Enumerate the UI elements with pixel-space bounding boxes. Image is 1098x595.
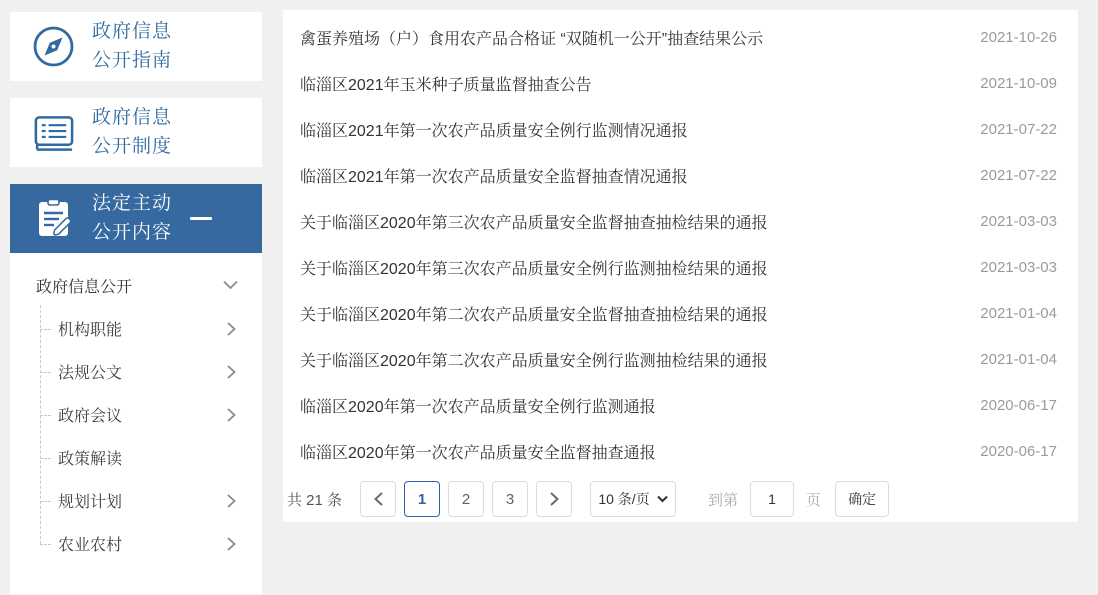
announcement-row (283, 290, 1078, 336)
total-count: 共 21 条 (287, 491, 343, 509)
announcement-date: 2021-03-03 (980, 212, 1057, 230)
announcement-title-link[interactable]: 关于临淄区2020年第二次农产品质量安全监督抽查抽检结果的通报 (300, 306, 768, 324)
announcement-date: 2021-03-03 (980, 258, 1057, 276)
sidebar-menu-item[interactable]: 政府会议 (10, 393, 262, 436)
compass-icon (30, 24, 76, 69)
announcement-date: 2021-10-09 (980, 74, 1057, 92)
announcement-date: 2021-07-22 (980, 120, 1057, 138)
announcement-date: 2021-01-04 (980, 350, 1057, 368)
chevron-down-icon (223, 280, 238, 290)
chevron-right-icon (227, 365, 236, 379)
sidebar (10, 12, 262, 595)
pagination (283, 481, 1078, 517)
book-icon (30, 112, 76, 154)
prev-page-button[interactable] (360, 481, 396, 517)
announcement-title-link[interactable]: 临淄区2021年玉米种子质量监督抽查公告 (300, 76, 592, 94)
page-number-button[interactable]: 3 (492, 481, 528, 517)
goto-page-suffix: 页 (806, 491, 822, 509)
announcement-row (283, 106, 1078, 152)
announcement-date: 2021-01-04 (980, 304, 1057, 322)
chevron-left-icon (374, 492, 383, 506)
menu-root-label: 政府信息公开 (36, 278, 133, 296)
clipboard-pen-icon (30, 196, 76, 241)
sidebar-menu-item[interactable]: 机构职能 (10, 307, 262, 350)
announcement-title-link[interactable]: 关于临淄区2020年第三次农产品质量安全监督抽查抽检结果的通报 (300, 214, 768, 232)
announcement-row (283, 198, 1078, 244)
confirm-button[interactable]: 确定 (835, 481, 889, 517)
sidebar-menu-item[interactable]: 规划计划 (10, 479, 262, 522)
announcement-date: 2021-07-22 (980, 166, 1057, 184)
menu-items (10, 307, 262, 565)
announcement-title-link[interactable]: 临淄区2020年第一次农产品质量安全监督抽查通报 (300, 444, 656, 462)
chevron-right-icon (227, 494, 236, 508)
sidebar-menu-item[interactable]: 法规公文 (10, 350, 262, 393)
page-number-button[interactable]: 1 (404, 481, 440, 517)
goto-page-input[interactable] (750, 481, 794, 517)
announcement-row (283, 336, 1078, 382)
sidebar-card[interactable]: 法定主动 公开内容 (10, 184, 262, 253)
sidebar-card[interactable]: 政府信息 公开制度 (10, 98, 262, 167)
announcement-row (283, 14, 1078, 60)
sidebar-cards (10, 12, 262, 253)
announcement-date: 2021-10-26 (980, 28, 1057, 46)
announcement-row (283, 244, 1078, 290)
collapse-minus-icon (190, 217, 212, 220)
next-page-button[interactable] (536, 481, 572, 517)
announcement-title-link[interactable]: 临淄区2021年第一次农产品质量安全监督抽查情况通报 (300, 168, 688, 186)
chevron-right-icon (227, 322, 236, 336)
chevron-down-icon (657, 495, 668, 503)
page-size-select[interactable] (590, 481, 676, 517)
announcement-title-link[interactable]: 临淄区2020年第一次农产品质量安全例行监测通报 (300, 398, 656, 416)
announcement-title-link[interactable]: 临淄区2021年第一次农产品质量安全例行监测情况通报 (300, 122, 688, 140)
goto-page-label: 到第 (708, 491, 739, 509)
chevron-right-icon (550, 492, 559, 506)
announcement-date: 2020-06-17 (980, 442, 1057, 460)
announcement-row (283, 152, 1078, 198)
announcement-list (283, 14, 1078, 474)
sidebar-card[interactable]: 政府信息 公开指南 (10, 12, 262, 81)
announcement-row (283, 428, 1078, 474)
announcement-row (283, 382, 1078, 428)
sidebar-menu-item[interactable]: 政策解读 (10, 436, 262, 479)
announcement-date: 2020-06-17 (980, 396, 1057, 414)
announcement-panel (283, 10, 1078, 522)
announcement-row (283, 60, 1078, 106)
announcement-title-link[interactable]: 关于临淄区2020年第二次农产品质量安全例行监测抽检结果的通报 (300, 352, 768, 370)
sidebar-menu-item[interactable]: 农业农村 (10, 522, 262, 565)
announcement-title-link[interactable]: 关于临淄区2020年第三次农产品质量安全例行监测抽检结果的通报 (300, 260, 768, 278)
page-number-button[interactable]: 2 (448, 481, 484, 517)
chevron-right-icon (227, 408, 236, 422)
announcement-title-link[interactable]: 禽蛋养殖场（户）食用农产品合格证 “双随机一公开”抽查结果公示 (300, 30, 764, 48)
page-size-value: 10 条/页 (598, 491, 650, 507)
menu-root-item[interactable] (10, 263, 262, 307)
